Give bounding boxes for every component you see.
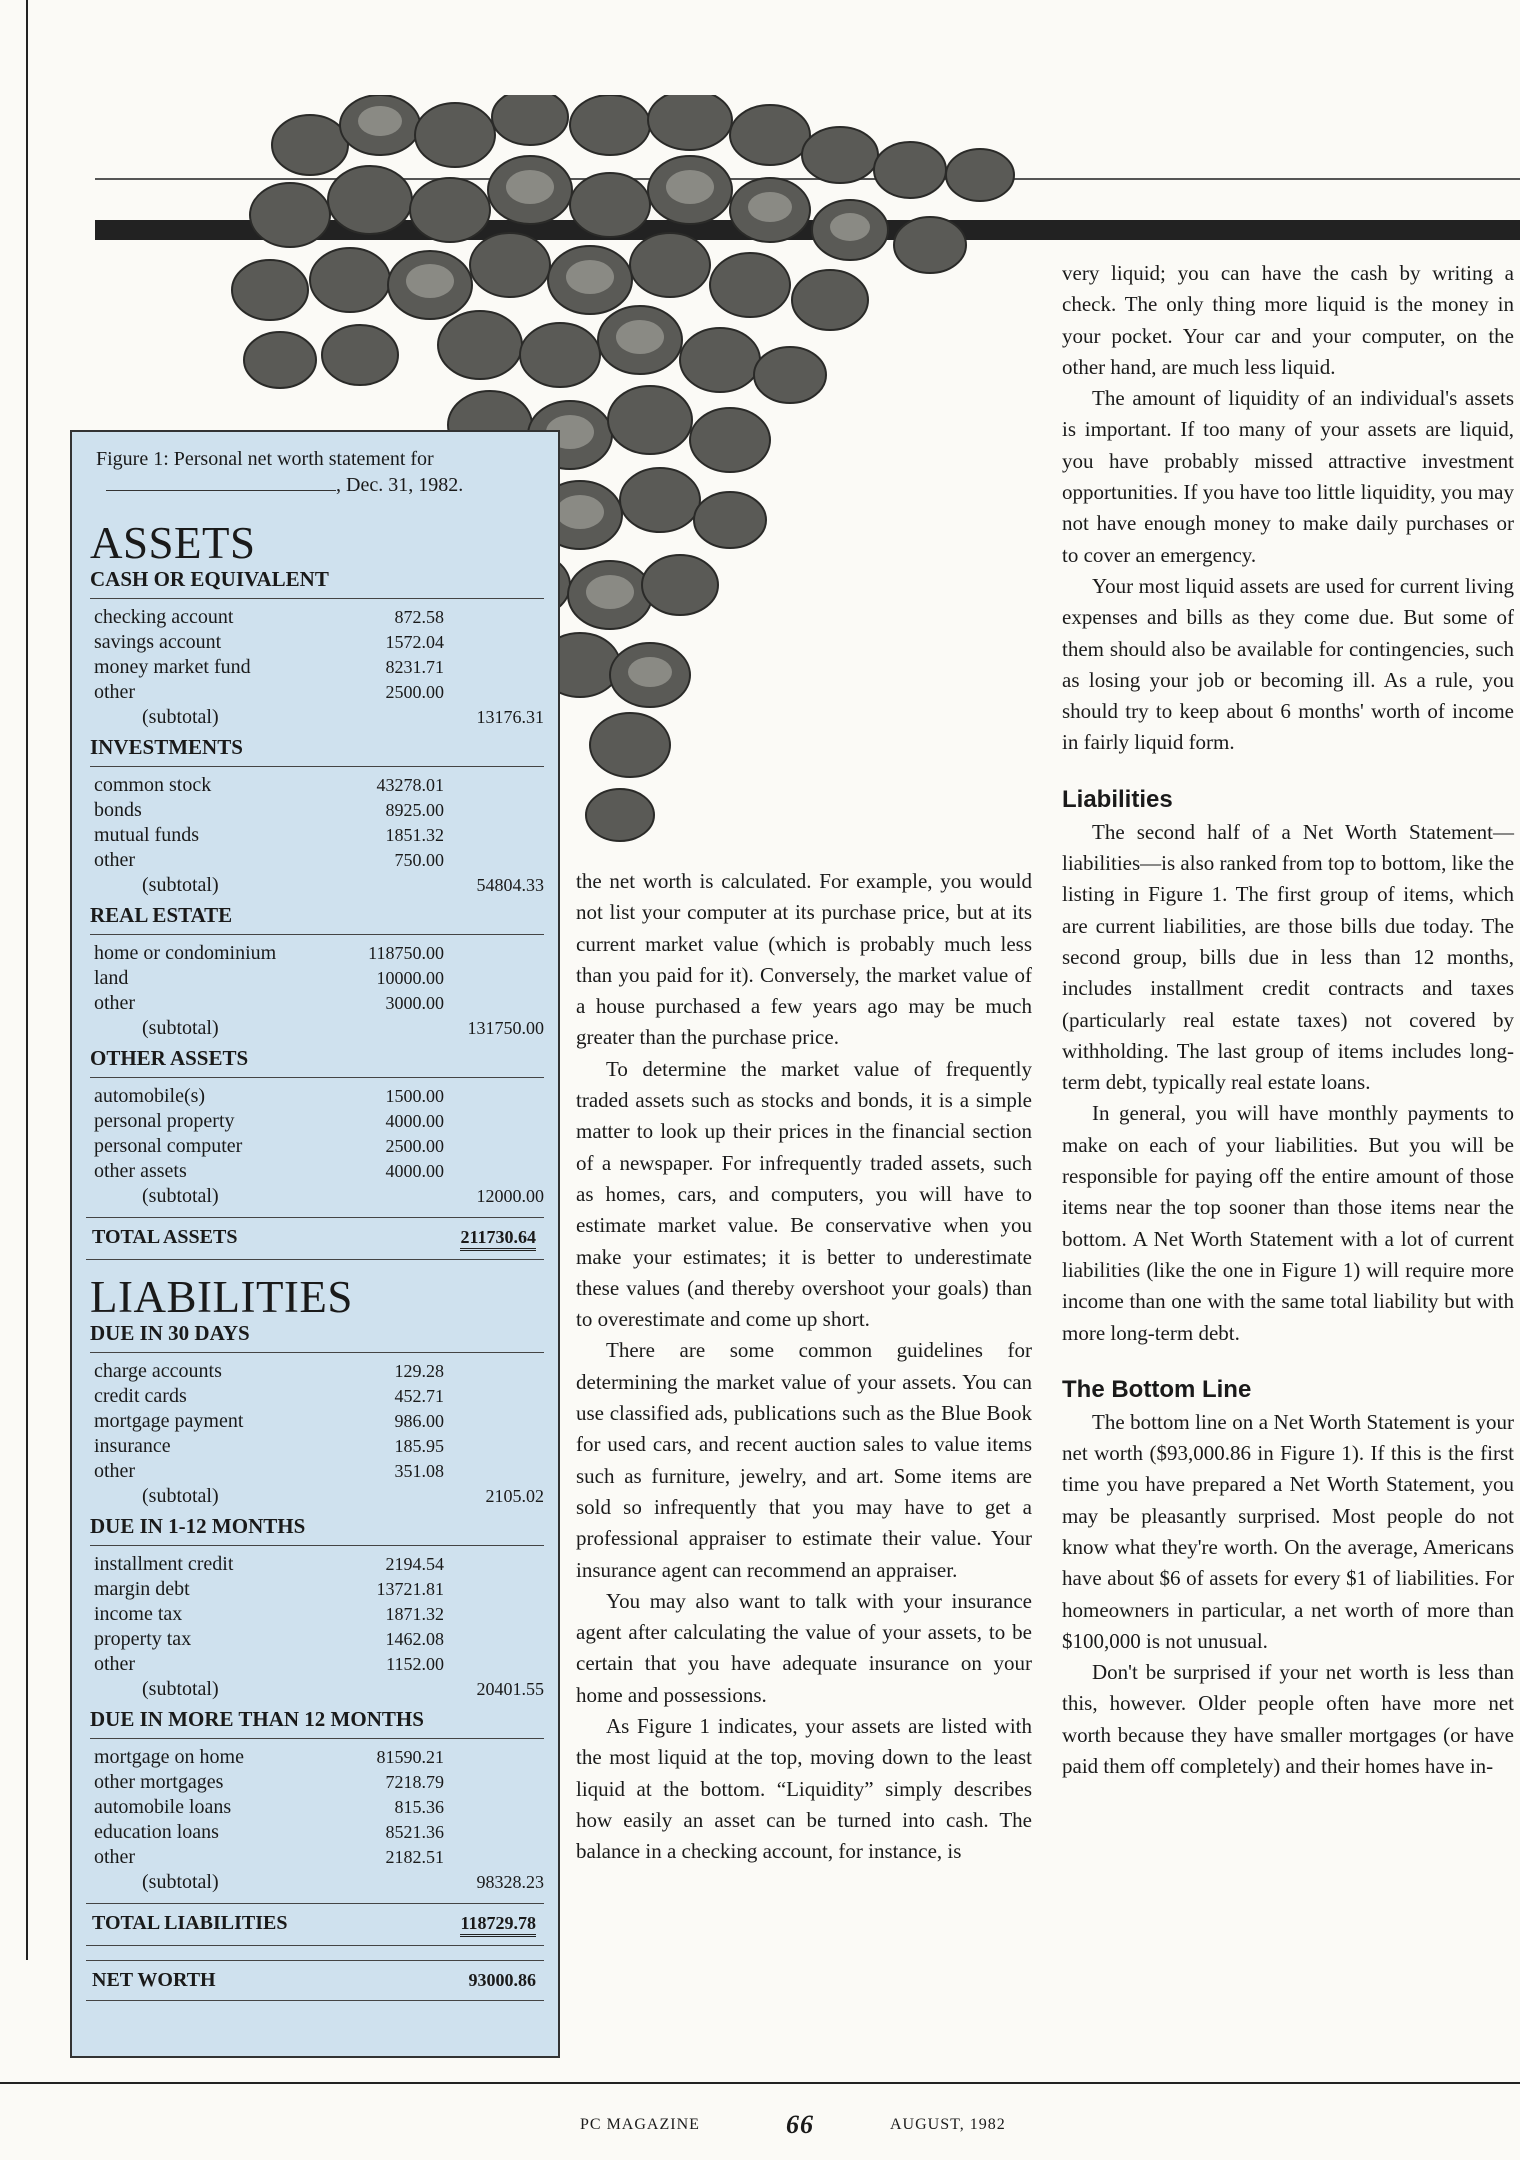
line-item-label: education loans (94, 1821, 219, 1843)
line-item (86, 605, 544, 630)
subtotal-row (86, 1677, 544, 1702)
line-item (86, 1845, 544, 1870)
line-item (86, 1552, 544, 1577)
line-item-amount: 81590.21 (376, 1747, 444, 1767)
net-worth-row (86, 1960, 544, 2001)
paragraph: Don't be surprised if your net worth is less than this, however. Older people often have more net worth because they have smaller mortgages (or have paid them off completely) and their homes have in- (1062, 1660, 1514, 1779)
line-item-amount: 3000.00 (385, 993, 444, 1013)
line-item-label: income tax (94, 1603, 183, 1625)
line-item (86, 1652, 544, 1677)
subtotal-value: 98328.23 (476, 1872, 544, 1892)
line-item (86, 680, 544, 705)
line-item-label: automobile loans (94, 1796, 232, 1818)
line-item-amount: 8925.00 (385, 800, 444, 820)
line-item (86, 1359, 544, 1384)
line-item (86, 1434, 544, 1459)
line-item-label: money market fund (94, 656, 251, 678)
line-item-amount: 2500.00 (385, 682, 444, 702)
line-item-label: bonds (94, 799, 142, 821)
line-item (86, 1459, 544, 1484)
line-item (86, 1577, 544, 1602)
subtotal-label: (subtotal) (142, 1871, 219, 1893)
total-liabilities-label: TOTAL LIABILITIES (92, 1912, 288, 1934)
subtotal-row (86, 1870, 544, 1895)
line-item-label: other (94, 1460, 136, 1482)
line-item-amount: 4000.00 (385, 1111, 444, 1131)
line-item (86, 1109, 544, 1134)
line-item-amount: 1572.04 (385, 632, 444, 652)
subtotal-row (86, 1016, 544, 1041)
line-item-amount: 8231.71 (385, 657, 444, 677)
line-item-amount: 4000.00 (385, 1161, 444, 1181)
page-number: 66 (786, 2110, 814, 2139)
line-item (86, 655, 544, 680)
line-item-label: other (94, 1846, 136, 1868)
line-item-amount: 185.95 (394, 1436, 444, 1456)
line-item-label: other (94, 681, 136, 703)
subtotal-value: 54804.33 (476, 875, 544, 895)
subtotal-value: 20401.55 (476, 1679, 544, 1699)
section-heading: REAL ESTATE (90, 902, 544, 935)
line-item-label: charge accounts (94, 1360, 222, 1382)
section-heading: INVESTMENTS (90, 734, 544, 767)
line-item (86, 1159, 544, 1184)
line-item-amount: 1871.32 (385, 1604, 444, 1624)
line-item (86, 798, 544, 823)
line-item-label: checking account (94, 606, 234, 628)
section-heading: DUE IN MORE THAN 12 MONTHS (90, 1706, 544, 1739)
line-item-label: personal property (94, 1110, 235, 1132)
total-liabilities-value: 118729.78 (460, 1913, 536, 1937)
subtotal-label: (subtotal) (142, 1678, 219, 1700)
paragraph: the net worth is calculated. For example, you would not list your computer at its purchase price, but at its current market value (which is probably much less than you paid for it). Conversely, the market value of a house purchased a few years ago may be much greater than the purchase price. (576, 869, 1032, 1050)
line-item-amount: 43278.01 (376, 775, 444, 795)
line-item-label: common stock (94, 774, 212, 796)
name-blank-line (106, 490, 336, 491)
paragraph: As Figure 1 indicates, your assets are listed with the most liquid at the top, moving down to the least liquid at the bottom. “Liquidity” simply describes how easily an asset can be turned into cash. The balance in a checking account, for instance, is (576, 1714, 1032, 1864)
bottom-rule (0, 2082, 1520, 2084)
line-item-label: credit cards (94, 1385, 187, 1407)
subtotal-label: (subtotal) (142, 1185, 219, 1207)
line-item-amount: 351.08 (394, 1461, 444, 1481)
line-item (86, 773, 544, 798)
line-item-amount: 7218.79 (385, 1772, 444, 1792)
article-column-2 (576, 866, 1032, 1868)
line-item (86, 1770, 544, 1795)
subtotal-label: (subtotal) (142, 1017, 219, 1039)
line-item (86, 1602, 544, 1627)
line-item (86, 630, 544, 655)
line-item-amount: 2194.54 (385, 1554, 444, 1574)
total-assets-value: 211730.64 (460, 1227, 536, 1251)
subtotal-value: 131750.00 (467, 1018, 544, 1038)
line-item-amount: 8521.36 (385, 1822, 444, 1842)
line-item (86, 1084, 544, 1109)
subtotal-row (86, 705, 544, 730)
paragraph: The second half of a Net Worth Statement—liabilities—is also ranked from top to bottom, like the listing in Figure 1. The first group of items, which are current liabilities, are those bills due today. The second group, bills due in less than 12 months, includes installment credit contracts and taxes (particularly real estate taxes) not covered by withholding. The last group of items includes long-term debt, typically real estate loans. (1062, 819, 1515, 1095)
line-item-amount: 1851.32 (385, 825, 444, 845)
paragraph: The amount of liquidity of an individual's assets is important. If too many of your assets are liquid, you have probably missed attractive investment opportunities. If you have too little liquidity, you may not have enough money to make daily purchases or to cover an emergency. (1062, 386, 1514, 567)
paragraph: The bottom line on a Net Worth Statement is your net worth ($93,000.86 in Figure 1). If this is the first time you have prepared a Net Worth Statement, you may be pleasantly surprised. Most people do not know what they're worth. On the average, Americans have about $6 of assets for every $1 of liabilities. For homeowners in particular, a net worth of more than $100,000 is not unusual. (1062, 1409, 1514, 1653)
section-heading: CASH OR EQUIVALENT (90, 566, 544, 599)
line-item-amount: 750.00 (394, 850, 444, 870)
page-footer (0, 2108, 1520, 2148)
line-item-label: other (94, 849, 136, 871)
assets-sections (86, 566, 544, 1209)
line-item (86, 941, 544, 966)
line-item-amount: 1152.00 (386, 1654, 444, 1674)
issue-date: AUGUST, 1982 (890, 2116, 1006, 2133)
subtotal-row (86, 1184, 544, 1209)
subtotal-value: 2105.02 (485, 1486, 544, 1506)
line-item-amount: 129.28 (394, 1361, 444, 1381)
net-worth-figure (70, 430, 560, 2058)
line-item-amount: 1500.00 (385, 1086, 444, 1106)
net-worth-value: 93000.86 (468, 1970, 536, 1990)
line-item-amount: 13721.81 (376, 1579, 444, 1599)
net-worth-label: NET WORTH (92, 1969, 216, 1991)
liabilities-heading: LIABILITIES (90, 1272, 353, 1322)
line-item-label: property tax (94, 1628, 192, 1650)
publication-name: PC MAGAZINE (580, 2116, 700, 2133)
line-item-label: mutual funds (94, 824, 199, 846)
line-item (86, 1409, 544, 1434)
line-item-amount: 1462.08 (385, 1629, 444, 1649)
subtotal-row (86, 1484, 544, 1509)
section-heading: DUE IN 1-12 MONTHS (90, 1513, 544, 1546)
line-item-label: mortgage on home (94, 1746, 244, 1768)
line-item (86, 823, 544, 848)
line-item-label: other (94, 1653, 136, 1675)
subtotal-label: (subtotal) (142, 706, 219, 728)
line-item-label: margin debt (94, 1578, 190, 1600)
line-item-amount: 2182.51 (385, 1847, 444, 1867)
line-item-amount: 986.00 (394, 1411, 444, 1431)
total-assets-label: TOTAL ASSETS (92, 1226, 238, 1248)
left-margin-rule (26, 0, 28, 1960)
bottom-line-subheading: The Bottom Line (1062, 1375, 1252, 1403)
line-item-label: other assets (94, 1160, 187, 1182)
line-item-amount: 10000.00 (376, 968, 444, 988)
line-item (86, 1384, 544, 1409)
subtotal-label: (subtotal) (142, 1485, 219, 1507)
paragraph: There are some common guidelines for determining the market value of your assets. You can use classified ads, publications such as the Blue Book for used cars, and recent auction sales to value items such as furniture, jewelry, and art. Some items are sold so infrequently that you may have to get a professional appraiser to estimate their value. Your insurance agent can recommend an appraiser. (576, 1338, 1032, 1582)
liabilities-subheading: Liabilities (1062, 785, 1173, 813)
line-item-label: personal computer (94, 1135, 243, 1157)
subtotal-row (86, 873, 544, 898)
line-item-label: installment credit (94, 1553, 234, 1575)
line-item-label: savings account (94, 631, 222, 653)
figure-caption: Figure 1: Personal net worth statement for , Dec. 31, 1982. (96, 448, 464, 496)
line-item-label: other (94, 992, 136, 1014)
line-item (86, 991, 544, 1016)
paragraph: In general, you will have monthly payments to make on each of your liabilities. But you will be responsible for paying off the entire amount of those items near the top sooner than those items near the bottom. A Net Worth Statement with a lot of current liabilities (like the one in Figure 1) will require more income than one with the same total liability but with more long-term debt. (1062, 1101, 1514, 1345)
total-assets-row (86, 1217, 544, 1260)
paragraph: very liquid; you can have the cash by writing a check. The only thing more liquid is the money in your pocket. Your car and your computer, on the other hand, are much less liquid. (1062, 261, 1514, 379)
line-item-amount: 815.36 (394, 1797, 444, 1817)
article-column-3 (1062, 258, 1514, 1782)
line-item-label: automobile(s) (94, 1085, 206, 1107)
line-item (86, 1745, 544, 1770)
line-item-label: land (94, 967, 129, 989)
line-item (86, 1627, 544, 1652)
paragraph: You may also want to talk with your insurance agent after calculating the value of your assets, to be certain that you have adequate insurance on your home and possessions. (576, 1588, 1032, 1707)
line-item-amount: 452.71 (394, 1386, 444, 1406)
assets-heading: ASSETS (90, 518, 256, 568)
line-item-amount: 872.58 (394, 607, 444, 627)
line-item-label: mortgage payment (94, 1410, 244, 1432)
line-item (86, 966, 544, 991)
subtotal-value: 12000.00 (476, 1186, 544, 1206)
line-item-amount: 118750.00 (368, 943, 444, 963)
liabilities-sections (86, 1320, 544, 1895)
section-heading: DUE IN 30 DAYS (90, 1320, 544, 1353)
line-item (86, 1795, 544, 1820)
caption-date: , Dec. 31, 1982. (336, 474, 464, 496)
section-heading: OTHER ASSETS (90, 1045, 544, 1078)
line-item-label: home or condominium (94, 942, 277, 964)
line-item (86, 1134, 544, 1159)
line-item-label: other mortgages (94, 1771, 224, 1793)
line-item-amount: 2500.00 (385, 1136, 444, 1156)
paragraph: To determine the market value of frequently traded assets such as stocks and bonds, it is a simple matter to look up their prices in the financial section of a newspaper. For infrequently traded assets, such as homes, cars, and computers, you will have to estimate market value. Be conservative when you make your estimates; it is better to underestimate these values (and thereby overshoot your goals) than to overestimate and come up short. (576, 1056, 1032, 1332)
subtotal-value: 13176.31 (476, 707, 544, 727)
total-liabilities-row (86, 1903, 544, 1946)
paragraph: Your most liquid assets are used for current living expenses and bills as they come due. But some of them should also be available for contingencies, such as losing your job or becoming ill. As a rule, you should try to keep about 6 months' worth of income in fairly liquid form. (1062, 573, 1514, 755)
line-item (86, 848, 544, 873)
line-item (86, 1820, 544, 1845)
line-item-label: insurance (94, 1435, 171, 1457)
subtotal-label: (subtotal) (142, 874, 219, 896)
